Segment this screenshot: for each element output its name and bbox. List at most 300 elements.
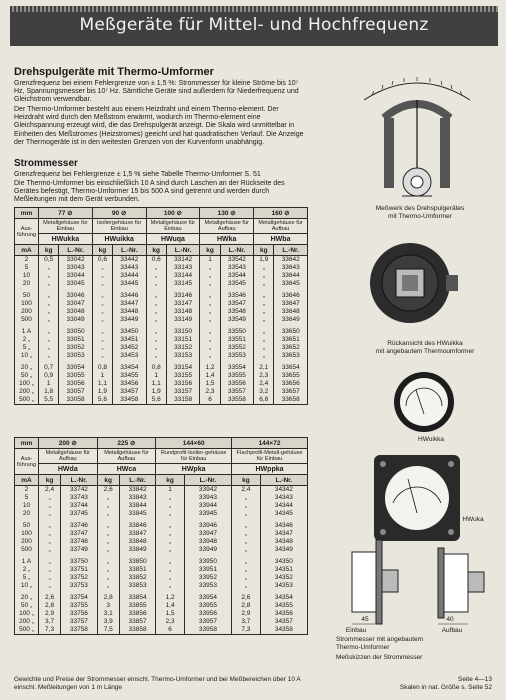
table-cell: 33754 [61, 594, 97, 602]
table-cell: „ [232, 510, 261, 518]
table-cell: 10 „ [15, 582, 39, 590]
table-cell: 33054 [59, 364, 92, 372]
caption-strommesser-angebaut: Strommesser mit angebautem Thermo-Umformer [336, 636, 424, 651]
table-cell: 33645 [274, 280, 308, 288]
table-cell: 33750 [61, 558, 97, 566]
table-row [15, 272, 308, 280]
table-strommesser-large [14, 437, 308, 635]
table-cell: 33745 [61, 510, 97, 518]
table-cell: 33944 [184, 502, 231, 510]
column-header: L.-Nr. [119, 475, 155, 486]
table-cell: 33546 [220, 292, 253, 300]
table-cell: 6,8 [254, 396, 274, 405]
table-cell: 2,4 [232, 486, 261, 495]
table-row [15, 502, 308, 510]
table-cell: „ [97, 582, 119, 590]
table-cell: „ [92, 292, 112, 300]
table-cell: 33553 [220, 352, 253, 360]
title-banner [10, 6, 498, 46]
table-cell: 33842 [119, 486, 155, 495]
table-cell: „ [254, 308, 274, 316]
table-cell: „ [156, 574, 185, 582]
table-row [15, 538, 308, 546]
table-cell: 33749 [61, 546, 97, 554]
table-cell: 34357 [260, 618, 307, 626]
table-cell: 33945 [184, 510, 231, 518]
ausfuehrung-label: Aus- führung [15, 219, 39, 245]
table-row [15, 510, 308, 518]
table-cell: 33052 [59, 344, 92, 352]
table-cell: „ [156, 502, 185, 510]
table-cell: 10 [15, 502, 39, 510]
table-cell: „ [200, 328, 220, 336]
table-cell: 33642 [274, 256, 308, 265]
table-cell: 2,8 [38, 602, 60, 610]
dimension-sketch-figure [334, 530, 494, 630]
size-header-mm: mm [15, 208, 39, 219]
table-cell: 2 „ [15, 336, 39, 344]
table-cell: „ [200, 272, 220, 280]
table-cell: 33555 [220, 372, 253, 380]
table-cell: 2,8 [232, 602, 261, 610]
paragraph-thermo-umformer: Der Thermo-Umformer besteht aus einem Heizdraht und einem Thermo-element. Der Heizdraht wird durch den Meßstrom erwärmt, wodurch im Thermo-element eine Gleichspannung erzeugt wird, die das Drehspulgerät anzeigt. Die Skala wird unmittelbar in Einheiten des Meßstromes (Heizstromes) geeicht und hat quadratischen Verlauf. Die Anzeige der Thermogeräte ist in den weitesten Grenzen von der Kurvenform unabhängig. [14, 106, 304, 146]
table-cell: 33650 [274, 328, 308, 336]
table-cell: „ [146, 308, 166, 316]
size-header: 77 ⊘ [38, 208, 92, 219]
table-cell: 33545 [220, 280, 253, 288]
column-header: L.-Nr. [274, 245, 308, 256]
table-cell: 33157 [166, 388, 199, 396]
table-cell: 3 [97, 602, 119, 610]
section-heading-strommesser: Strommesser [14, 158, 78, 169]
table-cell: 5,6 [146, 396, 166, 405]
table-cell: 5 [15, 264, 39, 272]
table-cell: „ [156, 510, 185, 518]
caption-movement: Meßwerk des Drehspulgerätes mit Thermo-Umformer [375, 205, 465, 220]
table-cell: 33955 [184, 602, 231, 610]
table-cell: „ [97, 522, 119, 530]
table-cell: 34345 [260, 510, 307, 518]
type-cell: HWuqa [146, 234, 200, 245]
table-cell: 33848 [119, 538, 155, 546]
table-row [15, 626, 308, 635]
column-header: L.-Nr. [113, 245, 146, 256]
table-row [15, 344, 308, 352]
table-strommesser-small [14, 207, 308, 405]
table-cell: 33444 [113, 272, 146, 280]
table-cell: 1,1 [146, 380, 166, 388]
table-cell: 33542 [220, 256, 253, 265]
table-cell: 33846 [119, 522, 155, 530]
thermo-movement-figure [352, 70, 482, 205]
table-cell: 200 „ [15, 388, 39, 396]
table-cell: „ [200, 344, 220, 352]
table-cell: 1 [146, 372, 166, 380]
table-cell: „ [146, 280, 166, 288]
table-cell: 33843 [119, 494, 155, 502]
size-header: 144×60 [156, 438, 232, 449]
column-header: L.-Nr. [59, 245, 92, 256]
table-cell: 2,8 [97, 594, 119, 602]
table-cell: 33743 [61, 494, 97, 502]
footer-note: Gewichte und Preise der Strommesser einschl. Thermo-Umformer und bei Meßbereichen über 10 A einschl. Meßleitungen von 1 m Länge [14, 676, 301, 691]
size-header-mm: mm [15, 438, 39, 449]
column-header: kg [38, 245, 58, 256]
table-cell: 3,2 [254, 388, 274, 396]
table-cell: 33558 [220, 396, 253, 405]
table-cell: „ [156, 530, 185, 538]
table-row [15, 372, 308, 380]
table-row [15, 494, 308, 502]
table-cell: 1 A [15, 558, 39, 566]
table-row [15, 610, 308, 618]
table-cell: „ [254, 316, 274, 324]
table-cell: 33857 [119, 618, 155, 626]
table-cell: 33947 [184, 530, 231, 538]
table-cell: „ [97, 574, 119, 582]
table-cell: 5 „ [15, 344, 39, 352]
column-header: kg [200, 245, 220, 256]
table-cell: „ [232, 566, 261, 574]
table-cell: 33446 [113, 292, 146, 300]
table-cell: 33149 [166, 316, 199, 324]
table-row [15, 574, 308, 582]
table-row [15, 530, 308, 538]
table-cell: 33043 [59, 264, 92, 272]
table-cell: 33145 [166, 280, 199, 288]
table-cell: 34344 [260, 502, 307, 510]
table-cell: 33549 [220, 316, 253, 324]
column-header: kg [254, 245, 274, 256]
table-cell: 1 [156, 486, 185, 495]
page-reference [400, 676, 492, 692]
table-cell: 33453 [113, 352, 146, 360]
table-cell: „ [156, 546, 185, 554]
table-cell: „ [38, 530, 60, 538]
table-cell: 33443 [113, 264, 146, 272]
rear-view-figure [366, 237, 462, 333]
table-cell: 33057 [59, 388, 92, 396]
table-cell: 33845 [119, 510, 155, 518]
table-cell: 1,9 [92, 388, 112, 396]
table-cell: 33552 [220, 344, 253, 352]
table-cell: „ [38, 566, 60, 574]
table-cell: 33142 [166, 256, 199, 265]
table-cell: „ [38, 502, 60, 510]
column-header: L.-Nr. [184, 475, 231, 486]
table-cell: „ [38, 352, 58, 360]
table-cell: 200 [15, 308, 39, 316]
table-cell: „ [38, 292, 58, 300]
table-cell: „ [97, 566, 119, 574]
table-cell: 34349 [260, 546, 307, 554]
table-cell: „ [38, 328, 58, 336]
table-cell: 5 „ [15, 574, 39, 582]
size-header: 130 ⊘ [200, 208, 254, 219]
table-cell: „ [92, 328, 112, 336]
paragraph-grenzfrequenz: Grenzfrequenz bei einem Fehlergrenze von ± 1,5 %: Strommesser für kleine Ströme bis 10⁷ Hz, Spannungsmesser bis 10⁷ Hz. Sämtliche Geräte sind außerdem für Niederfrequenz und Gleichstrom verwendbar. [14, 80, 299, 104]
table-cell: 33746 [61, 522, 97, 530]
table-cell: 0,6 [92, 256, 112, 265]
table-cell: 34346 [260, 522, 307, 530]
table-cell: „ [146, 264, 166, 272]
table-cell: 100 [15, 530, 39, 538]
table-cell: 33045 [59, 280, 92, 288]
table-cell: 33543 [220, 264, 253, 272]
table-cell: 33450 [113, 328, 146, 336]
table-cell: „ [232, 522, 261, 530]
table-cell: 33742 [61, 486, 97, 495]
table-row [15, 582, 308, 590]
size-header: 160 ⊘ [254, 208, 308, 219]
table-cell: 33158 [166, 396, 199, 405]
table-cell: 10 [15, 272, 39, 280]
table-cell: 33943 [184, 494, 231, 502]
table-cell: „ [38, 510, 60, 518]
table-cell: „ [254, 292, 274, 300]
table-cell: „ [92, 264, 112, 272]
table-cell: 33853 [119, 582, 155, 590]
table-row [15, 618, 308, 626]
table-cell: 33457 [113, 388, 146, 396]
table-cell: 33049 [59, 316, 92, 324]
table-cell: „ [146, 328, 166, 336]
table-cell: 2,4 [38, 486, 60, 495]
table-cell: 33946 [184, 522, 231, 530]
table-cell: 33956 [184, 610, 231, 618]
table-cell: „ [38, 538, 60, 546]
table-cell: 33651 [274, 336, 308, 344]
table-row [15, 546, 308, 554]
table-cell: „ [254, 344, 274, 352]
column-header: kg [232, 475, 261, 486]
table-cell: 1 [92, 372, 112, 380]
table-cell: 3,7 [38, 618, 60, 626]
table-cell: 0,5 [38, 256, 58, 265]
table-cell: 2,9 [38, 610, 60, 618]
table-cell: 100 [15, 300, 39, 308]
table-cell: 0,7 [38, 364, 58, 372]
table-cell: 200 [15, 538, 39, 546]
table-cell: 33148 [166, 308, 199, 316]
table-cell: 33856 [119, 610, 155, 618]
table-cell: 33451 [113, 336, 146, 344]
table-cell: 33554 [220, 364, 253, 372]
type-cell: HWukka [38, 234, 92, 245]
column-header: kg [146, 245, 166, 256]
type-cell: HWba [254, 234, 308, 245]
table-cell: „ [97, 558, 119, 566]
table-row [15, 336, 308, 344]
table-cell: 34351 [260, 566, 307, 574]
dimension-label-40: 40 [446, 616, 454, 623]
table-cell: 33748 [61, 538, 97, 546]
table-cell: „ [254, 352, 274, 360]
table-cell: 33942 [184, 486, 231, 495]
table-cell: 33643 [274, 264, 308, 272]
page-reference-2: Skalen in nat. Größe s. Seite 52 [399, 684, 492, 691]
table-cell: 33447 [113, 300, 146, 308]
table-row [15, 364, 308, 372]
table-cell: 33047 [59, 300, 92, 308]
table-cell: 3,7 [232, 618, 261, 626]
type-cell: HWuikka [92, 234, 146, 245]
housing-cell: Metallgehäuse für Aufbau [200, 219, 254, 234]
table-cell: 33849 [119, 546, 155, 554]
table-cell: 2,6 [38, 594, 60, 602]
table-cell: „ [97, 530, 119, 538]
table-cell: 100 „ [15, 380, 39, 388]
table-cell: 33757 [61, 618, 97, 626]
table-cell: 2,3 [156, 618, 185, 626]
table-cell: „ [38, 494, 60, 502]
caption-messskizzen: Meßskizzen der Strommesser [336, 654, 423, 661]
type-cell: HWpka [156, 464, 232, 475]
table-cell: 33847 [119, 530, 155, 538]
table-row [15, 256, 308, 265]
table-cell: „ [146, 316, 166, 324]
table-cell: 34347 [260, 530, 307, 538]
table-cell: 500 „ [15, 396, 39, 405]
table-cell: 1,1 [92, 380, 112, 388]
table-cell: 50 [15, 522, 39, 530]
table-row [15, 566, 308, 574]
table-cell: 33154 [166, 364, 199, 372]
table-cell: „ [200, 264, 220, 272]
table-cell: 33851 [119, 566, 155, 574]
table-cell: „ [156, 582, 185, 590]
table-cell: „ [232, 502, 261, 510]
table-cell: 50 „ [15, 602, 39, 610]
table-cell: 33952 [184, 574, 231, 582]
table-cell: 2,6 [97, 486, 119, 495]
table-cell: 34358 [260, 626, 307, 635]
table-cell: 2,6 [232, 594, 261, 602]
table-cell: 33445 [113, 280, 146, 288]
table-cell: „ [97, 494, 119, 502]
table-cell: 33753 [61, 582, 97, 590]
table-cell: 50 [15, 292, 39, 300]
table-cell: 33053 [59, 352, 92, 360]
table-cell: 33144 [166, 272, 199, 280]
column-header: L.-Nr. [166, 245, 199, 256]
table-cell: 1 [200, 256, 220, 265]
table-cell: 500 „ [15, 626, 39, 635]
housing-cell: Metallgehäuse für Einbau [38, 219, 92, 234]
table-cell: 7,3 [38, 626, 60, 635]
table-cell: „ [200, 352, 220, 360]
table-row [15, 558, 308, 566]
table-cell: 33953 [184, 582, 231, 590]
table-cell: 34343 [260, 494, 307, 502]
table-cell: 33452 [113, 344, 146, 352]
table-cell: 33550 [220, 328, 253, 336]
table-cell: „ [92, 316, 112, 324]
table-cell: 33044 [59, 272, 92, 280]
table-cell: „ [200, 280, 220, 288]
table-cell: 34348 [260, 538, 307, 546]
table-cell: „ [92, 272, 112, 280]
table-cell: 33751 [61, 566, 97, 574]
table-cell: 33056 [59, 380, 92, 388]
table-cell: 33442 [113, 256, 146, 265]
table-cell: „ [254, 272, 274, 280]
table-cell: 2,1 [254, 364, 274, 372]
table-cell: „ [254, 328, 274, 336]
table-cell: 33055 [59, 372, 92, 380]
table-cell: 33151 [166, 336, 199, 344]
table-cell: 20 „ [15, 364, 39, 372]
table-cell: 2 [15, 256, 39, 265]
table-cell: 33156 [166, 380, 199, 388]
table-cell: 2,9 [232, 610, 261, 618]
table-cell: 5,5 [38, 396, 58, 405]
table-cell: 6 [200, 396, 220, 405]
table-cell: 33458 [113, 396, 146, 405]
table-cell: „ [254, 264, 274, 272]
table-cell: 33547 [220, 300, 253, 308]
table-cell: 33957 [184, 618, 231, 626]
table-cell: „ [146, 300, 166, 308]
table-row [15, 300, 308, 308]
table-cell: „ [92, 352, 112, 360]
table-cell: 33456 [113, 380, 146, 388]
table-row [15, 264, 308, 272]
table-cell: 2,4 [254, 380, 274, 388]
size-header: 200 ⊘ [38, 438, 97, 449]
table-cell: 33147 [166, 300, 199, 308]
banner-stripes [10, 6, 498, 12]
table-cell: „ [156, 522, 185, 530]
table-cell: „ [38, 582, 60, 590]
housing-cell: Metallgehäuse für Aufbau [97, 449, 156, 464]
paragraph-strommesser-frequenz: Grenzfrequenz bei Fehlergrenze ± 1,5 % siehe Tabelle Thermo-Umformer S. 51 [14, 171, 261, 178]
table-cell: 0,8 [92, 364, 112, 372]
table-cell: 33652 [274, 344, 308, 352]
table-row [15, 280, 308, 288]
table-cell: „ [146, 344, 166, 352]
table-row [15, 380, 308, 388]
table-cell: „ [92, 308, 112, 316]
table-cell: 33855 [119, 602, 155, 610]
table-row [15, 292, 308, 300]
table-cell: 33755 [61, 602, 97, 610]
table-cell: „ [232, 582, 261, 590]
hwuikka-meter-figure [392, 370, 456, 434]
table-cell: 33646 [274, 292, 308, 300]
table-cell: 33854 [119, 594, 155, 602]
column-header: mA [15, 245, 39, 256]
table-cell: 33954 [184, 594, 231, 602]
table-cell: 33143 [166, 264, 199, 272]
table-cell: 33844 [119, 502, 155, 510]
table-cell: „ [92, 336, 112, 344]
table-cell: „ [200, 292, 220, 300]
type-cell: HWka [200, 234, 254, 245]
table-cell: „ [232, 558, 261, 566]
table-cell: 33852 [119, 574, 155, 582]
table-cell: 33756 [61, 610, 97, 618]
table-cell: 5 [15, 494, 39, 502]
table-row [15, 352, 308, 360]
table-cell: 33644 [274, 272, 308, 280]
table-cell: 3,1 [97, 610, 119, 618]
table-row [15, 602, 308, 610]
type-cell: HWppka [232, 464, 308, 475]
table-cell: 33949 [184, 546, 231, 554]
table-cell: 33153 [166, 352, 199, 360]
type-cell: HWda [38, 464, 97, 475]
